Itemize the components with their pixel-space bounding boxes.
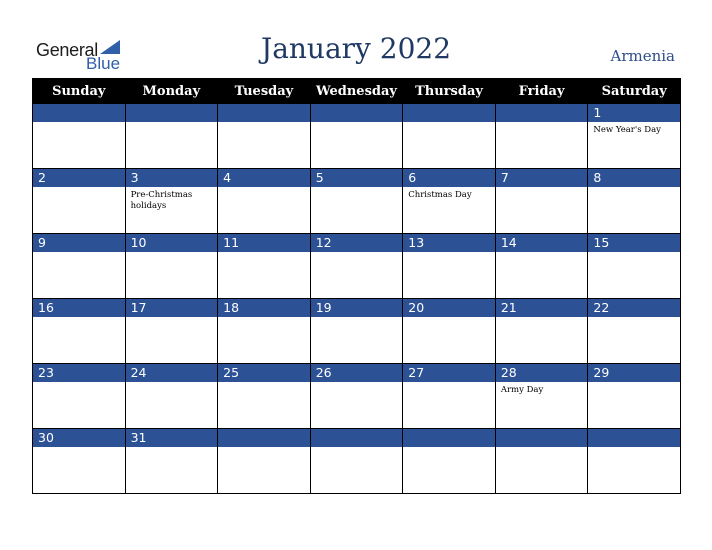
holiday-label: Pre-Christmas holidays	[130, 190, 193, 211]
weekday-header: Wednesday	[310, 79, 403, 104]
day-cell	[588, 234, 681, 299]
day-cell	[588, 169, 681, 234]
day-cell	[403, 169, 496, 234]
day-number: 15	[588, 234, 680, 252]
day-number	[496, 429, 588, 447]
day-number: 1	[588, 104, 680, 122]
day-cell	[125, 234, 218, 299]
day-number: 3	[126, 169, 218, 187]
day-cell	[125, 299, 218, 364]
holiday-label	[218, 382, 310, 385]
holiday-label	[218, 317, 310, 320]
day-number	[218, 429, 310, 447]
day-number: 30	[33, 429, 125, 447]
day-cell	[125, 169, 218, 234]
day-cell	[125, 104, 218, 169]
holiday-label	[126, 252, 218, 255]
holiday-label	[33, 252, 125, 255]
holiday-label	[311, 187, 403, 190]
holiday-label	[496, 187, 588, 190]
day-number: 22	[588, 299, 680, 317]
holiday-label	[588, 187, 680, 190]
day-number: 5	[311, 169, 403, 187]
holiday-label	[403, 317, 495, 320]
day-number	[403, 104, 495, 122]
weekday-header: Tuesday	[218, 79, 311, 104]
holiday-label	[496, 252, 588, 255]
day-cell	[588, 364, 681, 429]
week-row	[33, 364, 681, 429]
day-cell	[33, 364, 126, 429]
day-number: 4	[218, 169, 310, 187]
holiday-label	[588, 252, 680, 255]
holiday-label	[403, 382, 495, 385]
day-cell	[125, 364, 218, 429]
day-number	[126, 104, 218, 122]
day-number	[33, 104, 125, 122]
day-number: 14	[496, 234, 588, 252]
day-cell	[218, 234, 311, 299]
day-cell	[403, 364, 496, 429]
holiday-label	[33, 447, 125, 450]
week-row	[33, 299, 681, 364]
holiday-label	[496, 122, 588, 125]
holiday-label	[311, 382, 403, 385]
holiday-label	[311, 447, 403, 450]
day-number	[218, 104, 310, 122]
day-number: 27	[403, 364, 495, 382]
holiday-label	[126, 447, 218, 450]
holiday-label	[311, 252, 403, 255]
day-number: 6	[403, 169, 495, 187]
day-cell	[33, 429, 126, 494]
day-number: 25	[218, 364, 310, 382]
week-row	[33, 429, 681, 494]
day-number: 12	[311, 234, 403, 252]
holiday-label	[588, 382, 680, 385]
weekday-header: Friday	[495, 79, 588, 104]
holiday-label	[311, 122, 403, 125]
holiday-label	[33, 382, 125, 385]
day-cell	[310, 169, 403, 234]
day-cell	[495, 364, 588, 429]
logo-word-general: General	[36, 40, 98, 60]
day-cell	[218, 429, 311, 494]
day-cell	[588, 104, 681, 169]
day-cell	[495, 234, 588, 299]
holiday-label: Army Day	[500, 385, 544, 395]
country-label: Armenia	[610, 47, 675, 65]
day-number: 7	[496, 169, 588, 187]
week-row	[33, 169, 681, 234]
holiday-label	[218, 447, 310, 450]
day-cell	[403, 429, 496, 494]
day-cell	[495, 169, 588, 234]
day-cell	[310, 234, 403, 299]
day-cell	[588, 429, 681, 494]
day-number: 2	[33, 169, 125, 187]
holiday-label	[496, 317, 588, 320]
day-cell	[218, 169, 311, 234]
day-cell	[495, 429, 588, 494]
weekday-header: Sunday	[33, 79, 126, 104]
holiday-label	[126, 122, 218, 125]
day-cell	[33, 104, 126, 169]
weekday-header-row	[33, 79, 681, 104]
holiday-label	[311, 317, 403, 320]
day-cell	[310, 104, 403, 169]
holiday-label	[496, 447, 588, 450]
holiday-label	[403, 122, 495, 125]
holiday-label	[403, 447, 495, 450]
day-number: 20	[403, 299, 495, 317]
week-row	[33, 234, 681, 299]
day-number	[311, 429, 403, 447]
holiday-label	[218, 187, 310, 190]
day-cell	[495, 299, 588, 364]
holiday-label	[403, 252, 495, 255]
day-number: 21	[496, 299, 588, 317]
day-cell	[403, 234, 496, 299]
day-number: 11	[218, 234, 310, 252]
day-number	[311, 104, 403, 122]
day-number: 31	[126, 429, 218, 447]
weekday-header: Monday	[125, 79, 218, 104]
day-cell	[125, 429, 218, 494]
holiday-label	[33, 187, 125, 190]
day-cell	[33, 234, 126, 299]
day-cell	[218, 299, 311, 364]
holiday-label	[33, 317, 125, 320]
holiday-label	[33, 122, 125, 125]
day-number: 13	[403, 234, 495, 252]
holiday-label	[218, 122, 310, 125]
day-number: 9	[33, 234, 125, 252]
calendar-grid	[32, 78, 681, 494]
holiday-label	[126, 382, 218, 385]
day-number: 24	[126, 364, 218, 382]
day-cell	[310, 429, 403, 494]
day-number: 26	[311, 364, 403, 382]
day-number: 17	[126, 299, 218, 317]
weekday-header: Thursday	[403, 79, 496, 104]
day-cell	[33, 169, 126, 234]
day-cell	[218, 104, 311, 169]
day-number: 16	[33, 299, 125, 317]
day-number	[496, 104, 588, 122]
holiday-label	[588, 447, 680, 450]
day-number: 10	[126, 234, 218, 252]
weekday-header: Saturday	[588, 79, 681, 104]
day-cell	[403, 299, 496, 364]
day-cell	[218, 364, 311, 429]
day-number: 19	[311, 299, 403, 317]
holiday-label	[588, 317, 680, 320]
day-number	[588, 429, 680, 447]
day-number: 28	[496, 364, 588, 382]
calendar-title: January 2022	[260, 32, 452, 65]
logo-word-blue: Blue	[86, 54, 121, 73]
holiday-label	[218, 252, 310, 255]
day-number: 23	[33, 364, 125, 382]
day-cell	[588, 299, 681, 364]
day-number: 8	[588, 169, 680, 187]
holiday-label: New Year's Day	[593, 125, 661, 135]
holiday-label	[126, 317, 218, 320]
day-cell	[495, 104, 588, 169]
day-cell	[310, 364, 403, 429]
day-cell	[33, 299, 126, 364]
day-number: 18	[218, 299, 310, 317]
week-row	[33, 104, 681, 169]
day-cell	[310, 299, 403, 364]
day-cell	[403, 104, 496, 169]
day-number: 29	[588, 364, 680, 382]
holiday-label: Christmas Day	[408, 190, 472, 200]
day-number	[403, 429, 495, 447]
